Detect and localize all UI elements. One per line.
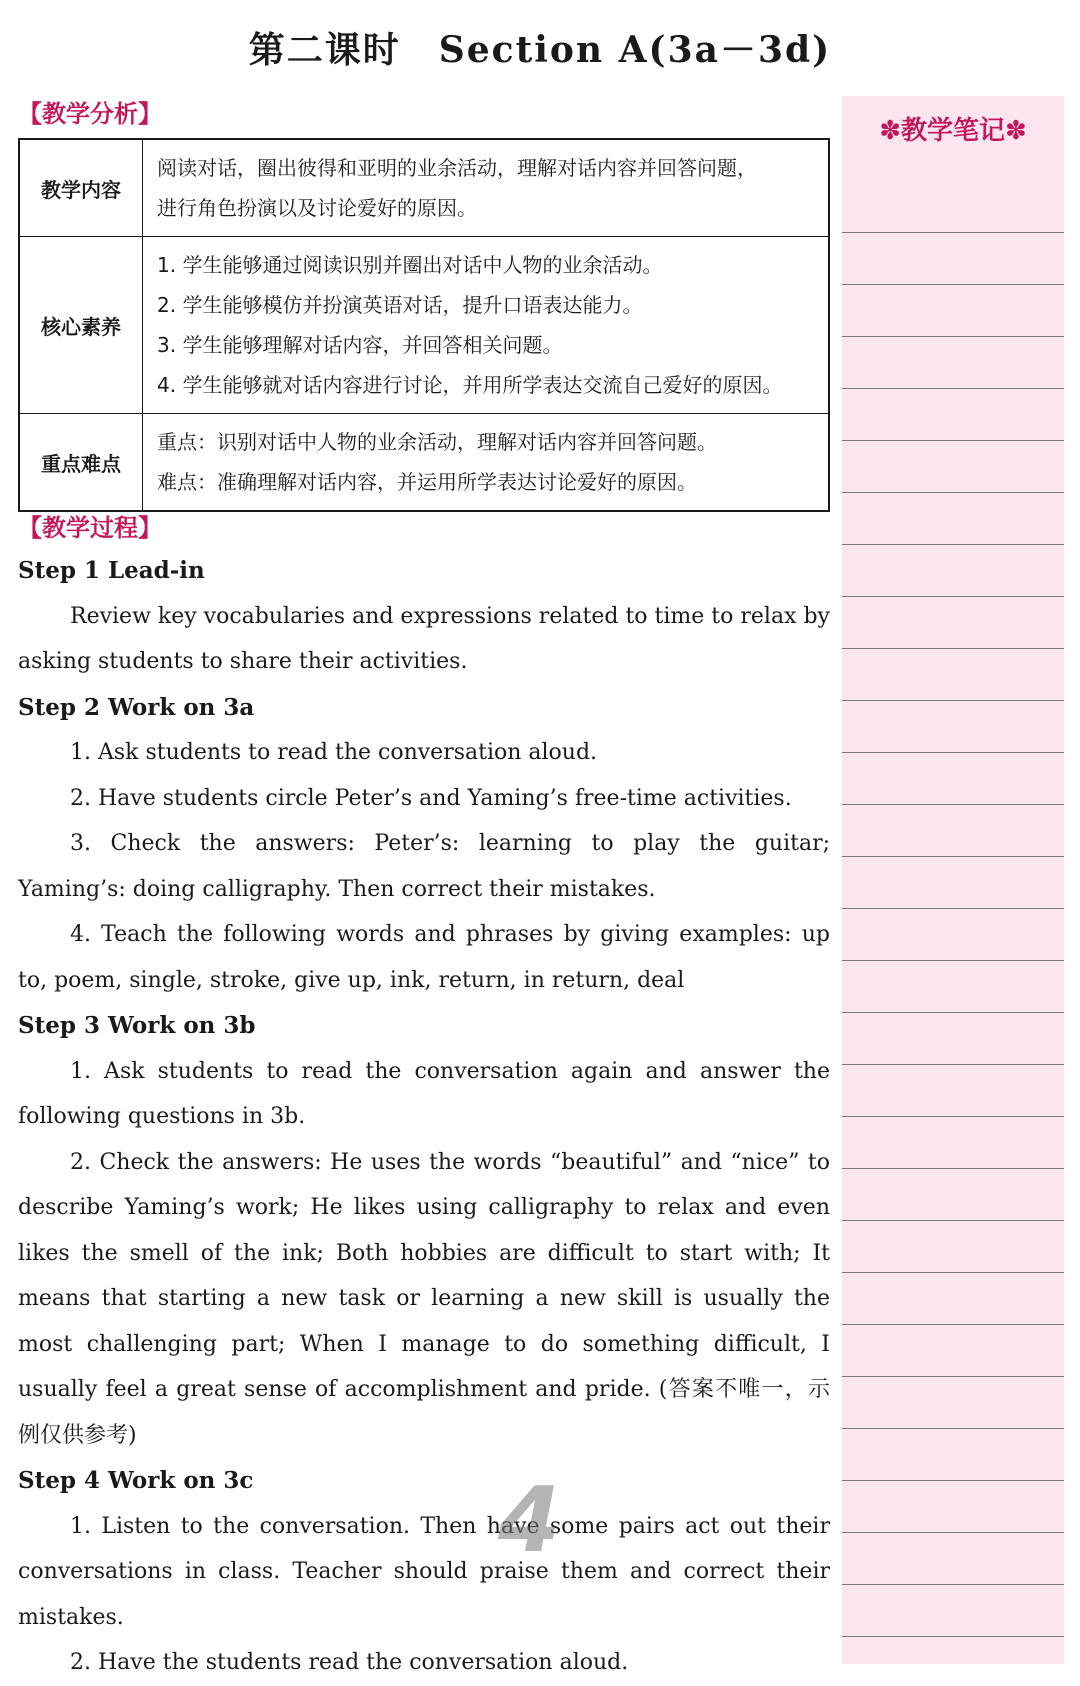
step-heading: Step 3 Work on 3b (18, 1012, 256, 1039)
content-line: 难点：准确理解对话内容，并运用所学表达讨论爱好的原因。 (157, 470, 697, 494)
table-row (19, 237, 829, 414)
content-line: 1. 学生能够通过阅读识别并圈出对话中人物的业余活动。 (157, 253, 663, 277)
row-content (143, 237, 830, 414)
content-line: 阅读对话，圈出彼得和亚明的业余活动，理解对话内容并回答问题， (157, 156, 757, 180)
step-heading: Step 1 Lead-in (18, 557, 205, 584)
step-paragraph: 1. Ask students to read the conversation aloud. (70, 740, 598, 765)
row-content (143, 414, 830, 512)
table-row (19, 414, 829, 512)
step-heading: Step 2 Work on 3a (18, 693, 255, 721)
content-line: 2. 学生能够模仿并扮演英语对话，提升口语表达能力。 (157, 293, 643, 317)
table-row (19, 139, 829, 237)
step-paragraph: 3. Check the answers: Peter’s: learning to play the guitar; Yaming’s: doing calligraphy. Then correct their mistakes. (18, 831, 830, 902)
row-content (143, 139, 830, 237)
content-line: 重点：识别对话中人物的业余活动，理解对话内容并回答问题。 (157, 430, 717, 454)
content-line: 3. 学生能够理解对话内容，并回答相关问题。 (157, 333, 563, 357)
row-label-content: 教学内容 (19, 139, 143, 237)
notes-title: ✽教学笔记✽ (879, 116, 1027, 146)
section-tag-process: 【教学过程】 (18, 514, 162, 542)
step-paragraph: 4. Teach the following words and phrases by giving examples: up to, poem, single, stroke, give up, ink, return, in return, deal (18, 922, 830, 993)
teaching-notes-column (842, 96, 1064, 1664)
step-paragraph: 2. Check the answers: He uses the words “beautiful” and “nice” to describe Yaming’s work; He likes using calligraphy to relax and even likes the smell of the ink; Both hobbies are difficult to start with; It means that starting a new task or learning a new skill is usually the most challenging part; When I manage to do something difficult, I usually feel a great sense of accomplishment and pride. (答案不唯一，示例仅供参考) (18, 1149, 830, 1448)
page-title: 第二课时 Section A(3a－3d) (248, 29, 832, 71)
step-paragraph: 1. Listen to the conversation. Then have some pairs act out their conversations in class. Teacher should praise them and correct their mistakes. (18, 1513, 830, 1630)
notes-ruled-lines (842, 182, 1064, 1662)
step-paragraph: 1. Ask students to read the conversation again and answer the following questions in 3b. (18, 1058, 830, 1129)
section-tag-analysis: 【教学分析】 (18, 100, 162, 128)
content-line: 4. 学生能够就对话内容进行讨论，并用所学表达交流自己爱好的原因。 (157, 373, 783, 397)
step-paragraph: 2. Have the students read the conversation aloud. (70, 1650, 629, 1675)
teaching-process-body (18, 548, 830, 1686)
watermark-logo: 4 (498, 1468, 561, 1573)
step-paragraph: Review key vocabularies and expressions related to time to relax by asking students to share their activities. (18, 603, 830, 674)
row-label-competency: 核心素养 (19, 237, 143, 414)
row-label-keypoints: 重点难点 (19, 414, 143, 512)
step-heading: Step 4 Work on 3c (18, 1467, 254, 1494)
step-paragraph: 2. Have students circle Peter’s and Yaming’s free-time activities. (70, 785, 792, 811)
content-line: 进行角色扮演以及讨论爱好的原因。 (157, 196, 477, 220)
analysis-table (18, 138, 830, 512)
